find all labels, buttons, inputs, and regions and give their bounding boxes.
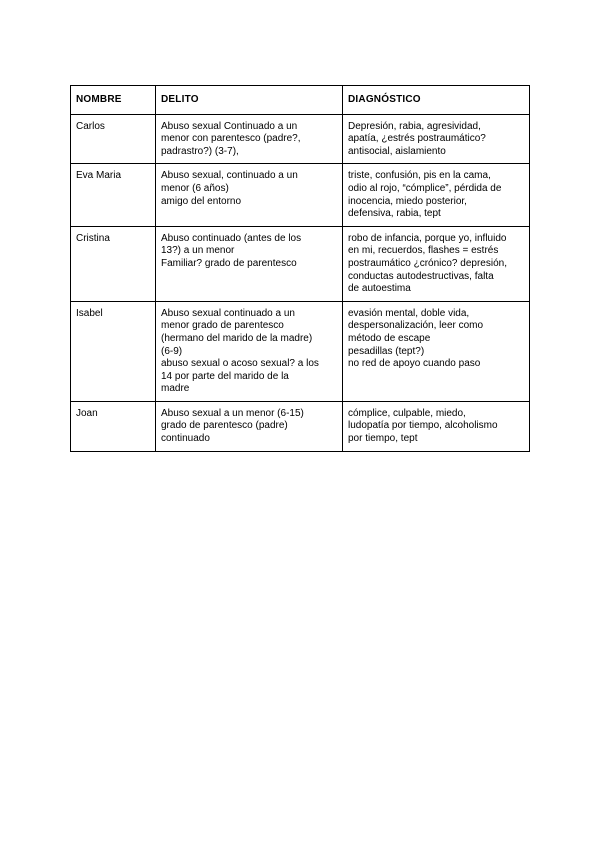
table-header-row bbox=[71, 86, 530, 115]
cell-diagnostico: cómplice, culpable, miedo, ludopatía por tiempo, alcoholismo por tiempo, tept bbox=[343, 401, 530, 451]
cell-nombre: Eva Maria bbox=[71, 164, 156, 226]
cell-nombre: Cristina bbox=[71, 226, 156, 301]
cell-diagnostico: robo de infancia, porque yo, influido en mi, recuerdos, flashes = estrés postraumático ¿crónico? depresión, conductas autodestructivas, falta de autoestima bbox=[343, 226, 530, 301]
table-row bbox=[71, 226, 530, 301]
header-nombre: NOMBRE bbox=[71, 86, 156, 115]
header-diagnostico: DIAGNÓSTICO bbox=[343, 86, 530, 115]
table-row bbox=[71, 164, 530, 226]
table-row bbox=[71, 401, 530, 451]
cell-delito: Abuso continuado (antes de los 13?) a un menor Familiar? grado de parentesco bbox=[156, 226, 343, 301]
cell-diagnostico: triste, confusión, pis en la cama, odio al rojo, “cómplice”, pérdida de inocencia, miedo posterior, defensiva, rabia, tept bbox=[343, 164, 530, 226]
cell-nombre: Isabel bbox=[71, 301, 156, 401]
cell-diagnostico: evasión mental, doble vida, despersonalización, leer como método de escape pesadillas (tept?) no red de apoyo cuando paso bbox=[343, 301, 530, 401]
cell-delito: Abuso sexual a un menor (6-15) grado de parentesco (padre) continuado bbox=[156, 401, 343, 451]
case-table bbox=[70, 85, 530, 452]
cell-delito: Abuso sexual Continuado a un menor con parentesco (padre?, padrastro?) (3-7), bbox=[156, 114, 343, 164]
table-row bbox=[71, 301, 530, 401]
cell-nombre: Joan bbox=[71, 401, 156, 451]
cell-delito: Abuso sexual, continuado a un menor (6 años) amigo del entorno bbox=[156, 164, 343, 226]
header-delito: DELITO bbox=[156, 86, 343, 115]
cell-delito: Abuso sexual continuado a un menor grado de parentesco (hermano del marido de la madre) (6-9) abuso sexual o acoso sexual? a los 14 por parte del marido de la madre bbox=[156, 301, 343, 401]
table-row bbox=[71, 114, 530, 164]
cell-diagnostico: Depresión, rabia, agresividad, apatía, ¿estrés postraumático? antisocial, aislamiento bbox=[343, 114, 530, 164]
cell-nombre: Carlos bbox=[71, 114, 156, 164]
